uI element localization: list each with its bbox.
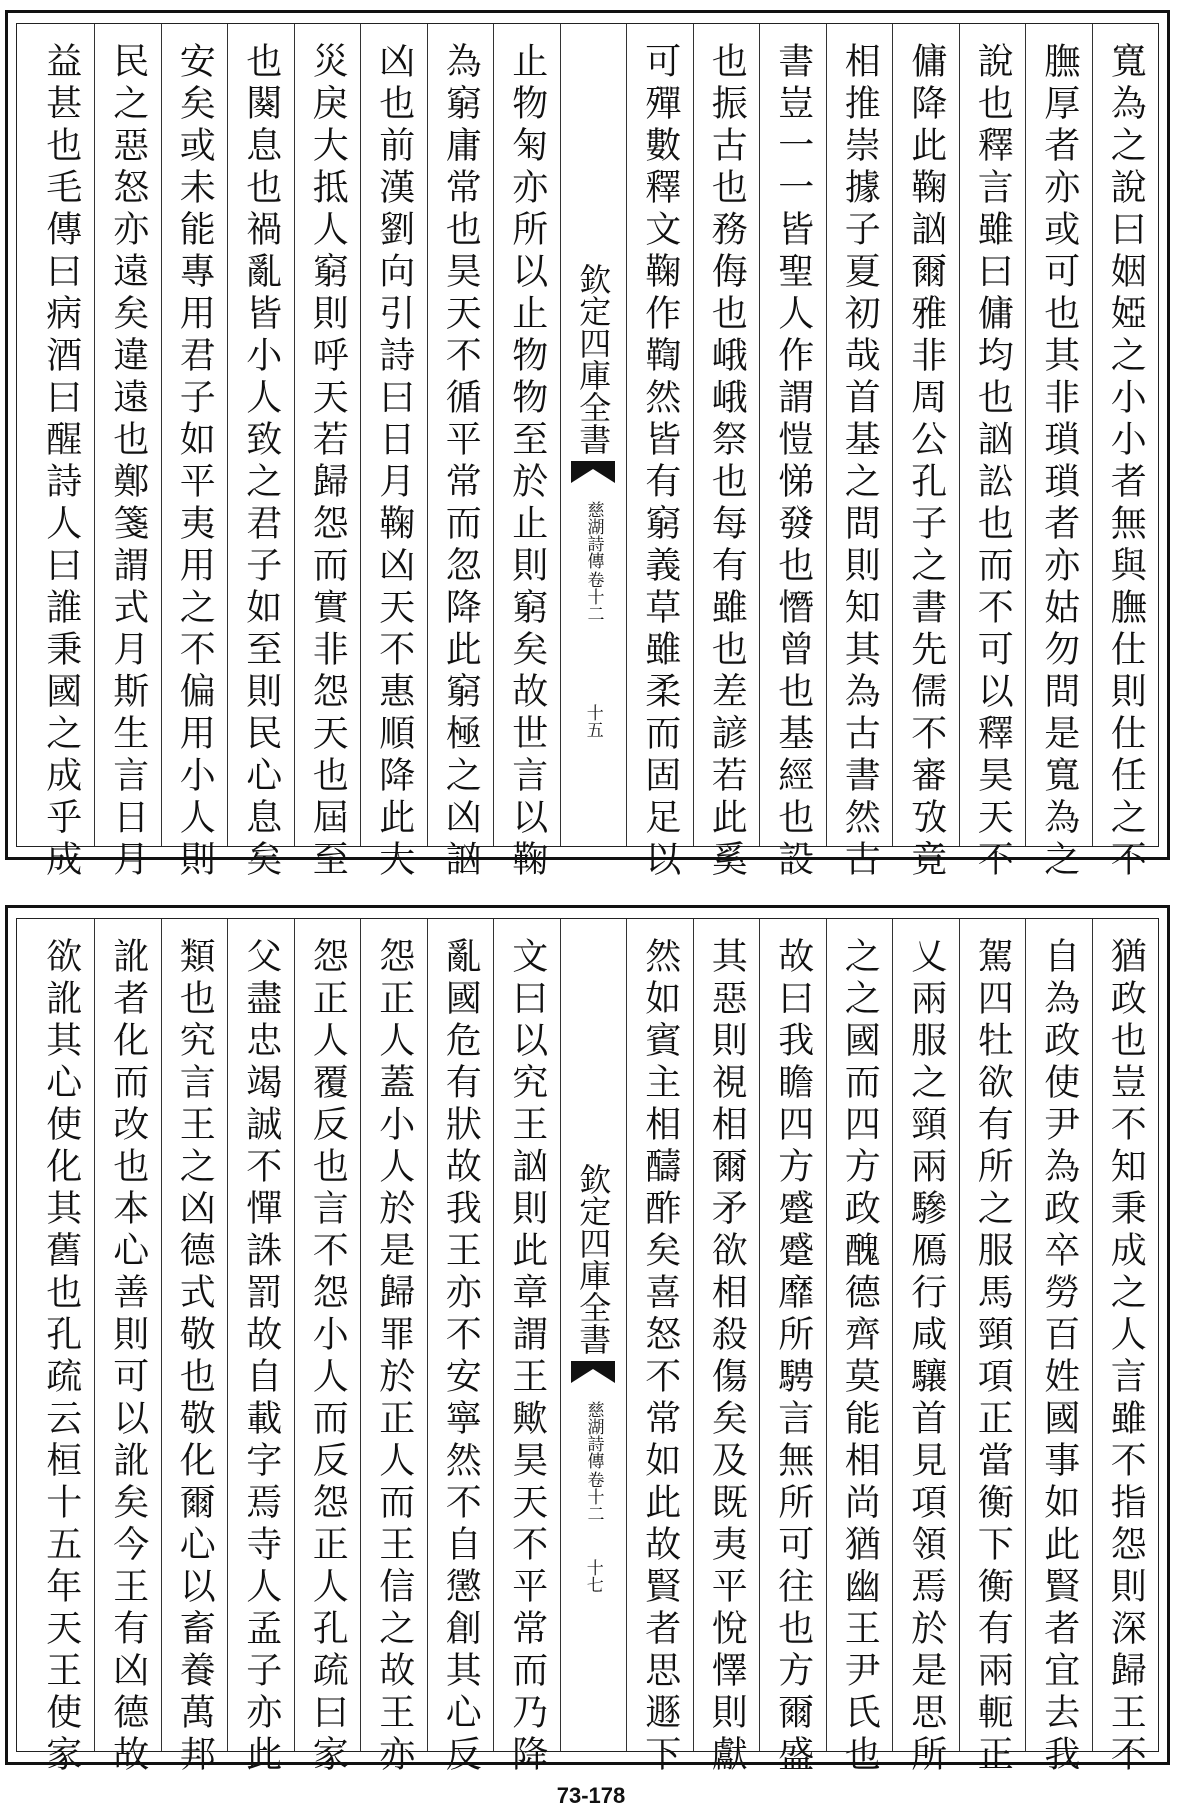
text-column xyxy=(1092,919,1159,1777)
text-column xyxy=(826,919,893,1777)
column-text: 怨正人蓋小人於是歸罪於正人而王信之故王亦 xyxy=(373,937,415,1777)
book-series-title: 欽定四庫全書 xyxy=(574,262,613,455)
volume-number: 卷十二 xyxy=(583,570,604,622)
text-column xyxy=(693,24,760,882)
text-column xyxy=(1025,24,1092,882)
column-text: 也闋息也禍亂皆小人致之君子如至則民心息矣 xyxy=(240,42,282,882)
center-fold-column xyxy=(560,919,627,1751)
text-column xyxy=(94,919,161,1777)
column-text: 之之國而四方政醜德齊莫能相尚猶幽王尹氏也 xyxy=(839,937,881,1777)
top-page-panel xyxy=(5,10,1170,882)
column-text: 其惡則視相爾矛欲相殺傷矣及既夷平悅懌則獻 xyxy=(706,937,748,1777)
column-text: 欲訛其心使化其舊也孔疏云桓十五年天王使家 xyxy=(40,937,82,1777)
book-series-title: 欽定四庫全書 xyxy=(574,1162,613,1355)
center-fold-column xyxy=(560,24,627,846)
column-text: 安矣或未能專用君子如平夷用之不偏用小人則 xyxy=(174,42,216,882)
bottom-page-panel xyxy=(5,905,1170,1777)
folio-number: 十七 xyxy=(582,1559,603,1593)
text-column xyxy=(28,24,95,882)
column-text: 民之惡怒亦遠矣違遠也鄭箋謂式月斯生言日月 xyxy=(107,42,149,882)
text-column xyxy=(493,919,560,1777)
column-text: 可殫數釋文鞠作鞫然皆有窮義草雖柔而固足以 xyxy=(639,42,681,882)
text-column xyxy=(1025,919,1092,1777)
column-text: 訛者化而改也本心善則可以訛矣今王有凶德故 xyxy=(107,937,149,1777)
text-column xyxy=(161,24,228,882)
column-text: 乂兩服之頸兩驂鴈行咸驤首見項領焉於是思所 xyxy=(905,937,947,1777)
text-column xyxy=(892,24,959,882)
column-text: 說也釋言雖曰傭均也訩訟也而不可以釋昊天不 xyxy=(972,42,1014,882)
column-text: 也振古也務侮也峨峨祭也每有雖也差諺若此奚 xyxy=(706,42,748,882)
column-text: 故曰我瞻四方蹙蹙靡所騁言無所可往也方爾盛 xyxy=(772,937,814,1777)
text-column xyxy=(959,919,1026,1777)
column-text: 寬為之說曰姻婭之小小者無與膴仕則仕任之不 xyxy=(1105,42,1147,882)
text-column xyxy=(892,919,959,1777)
text-column xyxy=(360,919,427,1777)
text-column xyxy=(959,24,1026,882)
text-column xyxy=(693,919,760,1777)
column-text: 書豈一一皆聖人作謂愷悌發也憯曾也基經也設 xyxy=(772,42,814,882)
text-column xyxy=(294,919,361,1777)
fishtail-mark-icon xyxy=(571,461,615,483)
column-text: 止物匊亦所以止物物至於止則窮矣故世言以鞠 xyxy=(506,42,548,882)
text-column xyxy=(626,919,693,1777)
text-column xyxy=(759,919,826,1777)
column-text: 駕四牡欲有所之服馬頸項正當衡下衡有兩軛正 xyxy=(972,937,1014,1777)
column-text: 然如賓主相醻酢矣喜怒不常如此故賢者思遯下 xyxy=(639,937,681,1777)
text-column xyxy=(826,24,893,882)
text-column xyxy=(427,919,494,1777)
column-text: 凶也前漢劉向引詩曰日月鞠凶天不惠順降此大 xyxy=(373,42,415,882)
text-column xyxy=(227,919,294,1777)
column-text: 傭降此鞠訩爾雅非周公孔子之書先儒不審攷竟 xyxy=(905,42,947,882)
text-column xyxy=(94,24,161,882)
column-text: 為窮庸常也昊天不循平常而忽降此窮極之凶訩 xyxy=(440,42,482,882)
column-text: 類也究言王之凶德式敬也敬化爾心以畜養萬邦 xyxy=(174,937,216,1777)
book-name: 慈湖詩傳 xyxy=(583,500,604,569)
fishtail-mark-icon xyxy=(571,1361,615,1383)
column-text: 文曰以究王訩則此章謂王歟昊天不平常而乃降 xyxy=(506,937,548,1777)
book-volume-label xyxy=(583,501,603,622)
text-column xyxy=(28,919,95,1777)
text-column xyxy=(227,24,294,882)
column-text: 相推崇據子夏初哉首基之問則知其為古書然古 xyxy=(839,42,881,882)
column-text: 猶政也豈不知秉成之人言雖不指怨則深歸王不 xyxy=(1105,937,1147,1777)
column-text: 災戾大抵人窮則呼天若歸怨而實非怨天也屆至 xyxy=(307,42,349,882)
text-column xyxy=(1092,24,1159,882)
text-column xyxy=(493,24,560,882)
column-text: 亂國危有狀故我王亦不安寧然不自懲創其心反 xyxy=(440,937,482,1777)
book-name: 慈湖詩傳 xyxy=(583,1400,604,1469)
book-volume-label xyxy=(583,1401,603,1522)
page-number-footer: 73-178 xyxy=(556,1783,626,1808)
bottom-page-frame xyxy=(16,918,1159,1777)
folio-number: 十五 xyxy=(582,704,603,738)
text-column xyxy=(360,24,427,882)
text-column xyxy=(294,24,361,882)
text-column xyxy=(427,24,494,882)
column-text: 膴厚者亦或可也其非瑣瑣者亦姑勿問是寬為之 xyxy=(1038,42,1080,882)
top-page-frame xyxy=(16,23,1159,882)
text-column xyxy=(626,24,693,882)
text-column xyxy=(161,919,228,1777)
column-text: 自為政使尹為政卒勞百姓國事如此賢者宜去我 xyxy=(1038,937,1080,1777)
column-text: 父盡忠竭誠不憚誅罰故自載字焉寺人孟子亦此 xyxy=(240,937,282,1777)
volume-number: 卷十二 xyxy=(583,1470,604,1522)
column-text: 怨正人覆反也言不怨小人而反怨正人孔疏曰家 xyxy=(307,937,349,1777)
text-column xyxy=(759,24,826,882)
column-text: 益甚也毛傳曰病酒曰醒詩人曰誰秉國之成乎成 xyxy=(40,42,82,882)
